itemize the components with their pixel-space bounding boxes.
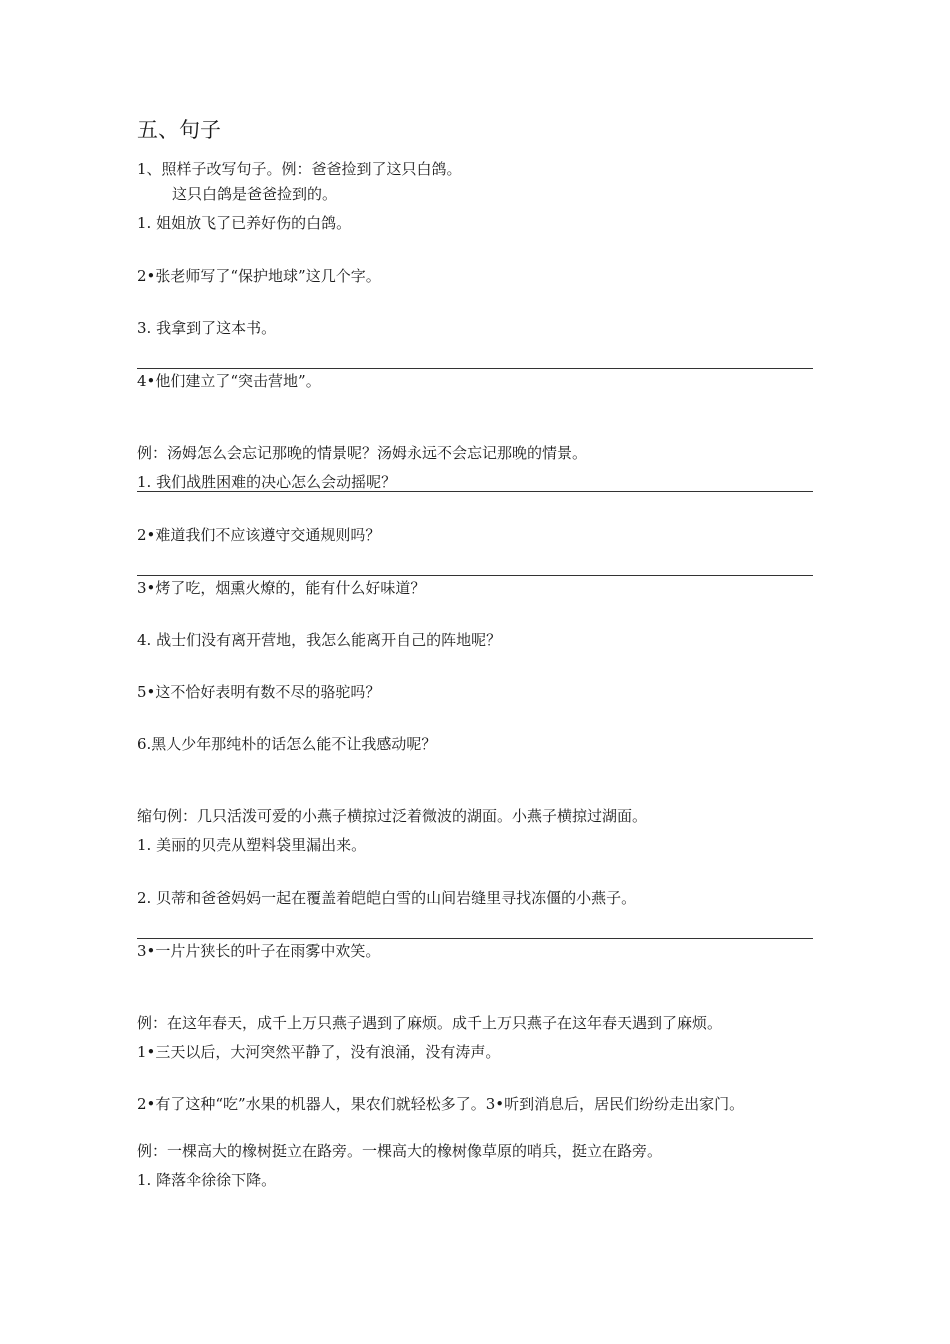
text-line: 1. 降落伞徐徐下降。 [137, 1171, 277, 1189]
text-line: 1. 姐姐放飞了已养好伤的白鸽。 [137, 214, 352, 232]
text-line: 1•三天以后，大河突然平静了，没有浪涌，没有涛声。 [137, 1043, 501, 1061]
text-line: 6.黑人少年那纯朴的话怎么能不让我感动呢？ [137, 735, 437, 753]
answer-line [137, 575, 813, 576]
text-line: 例：在这年春天，成千上万只燕子遇到了麻烦。成千上万只燕子在这年春天遇到了麻烦。 [137, 1014, 723, 1032]
text-line: 4. 战士们没有离开营地，我怎么能离开自己的阵地呢？ [137, 631, 502, 649]
text-line: 这只白鸽是爸爸捡到的。 [172, 185, 338, 203]
text-line: 例：汤姆怎么会忘记那晚的情景呢？汤姆永远不会忘记那晚的情景。 [137, 444, 588, 462]
text-line: 3•一片片狭长的叶子在雨雾中欢笑。 [137, 942, 381, 960]
text-line: 2•张老师写了“保护地球”这几个字。 [137, 267, 381, 285]
text-line: 例：一棵高大的橡树挺立在路旁。一棵高大的橡树像草原的哨兵，挺立在路旁。 [137, 1142, 663, 1160]
text-line: 3. 我拿到了这本书。 [137, 319, 277, 337]
answer-line [137, 368, 813, 369]
text-line: 4•他们建立了“突击营地”。 [137, 372, 321, 390]
text-line: 3•烤了吃，烟熏火燎的，能有什么好味道？ [137, 579, 426, 597]
text-line: 1. 美丽的贝壳从塑料袋里漏出来。 [137, 836, 367, 854]
text-line: 5•这不恰好表明有数不尽的骆驼吗？ [137, 683, 381, 701]
text-line: 2•有了这种“吃”水果的机器人，果农们就轻松多了。3•听到消息后，居民们纷纷走出家门。 [137, 1095, 745, 1113]
section-heading: 五、句子 [137, 118, 221, 142]
text-line: 2•难道我们不应该遵守交通规则吗？ [137, 526, 381, 544]
text-line: 2. 贝蒂和爸爸妈妈一起在覆盖着皑皑白雪的山间岩缝里寻找冻僵的小燕子。 [137, 889, 637, 907]
text-line: 缩句例：几只活泼可爱的小燕子横掠过泛着微波的湖面。小燕子横掠过湖面。 [137, 807, 648, 825]
answer-line [137, 491, 813, 492]
text-line: 1、照样子改写句子。例：爸爸捡到了这只白鸽。 [137, 160, 462, 178]
answer-line [137, 938, 813, 939]
text-line: 1. 我们战胜困难的决心怎么会动摇呢？ [137, 473, 397, 491]
